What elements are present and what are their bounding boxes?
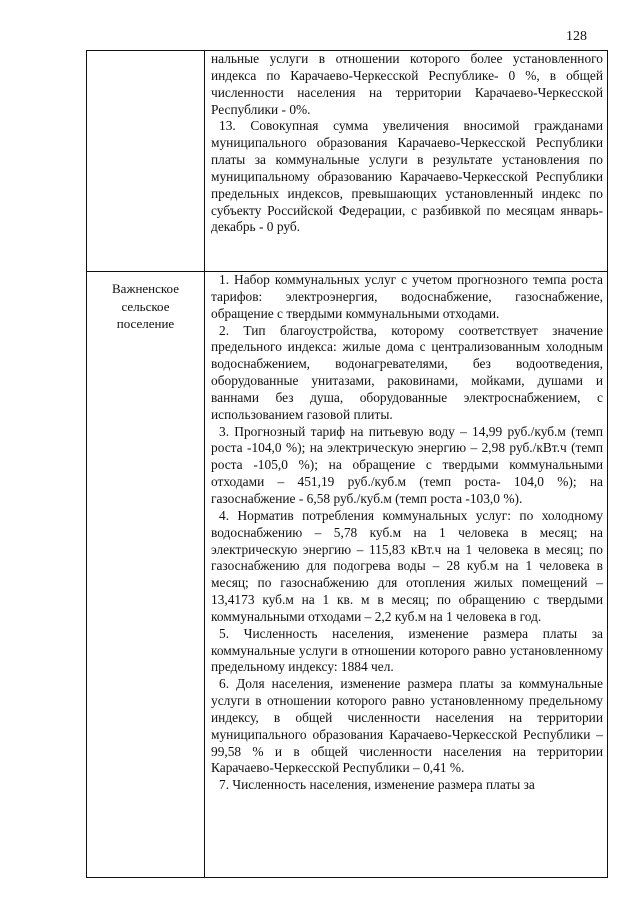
paragraph-item-5: 5. Численность населения, изменение размера платы за коммунальные услуги в отношении которого равно установленному предельному индексу: 1884 чел. — [211, 625, 603, 675]
row1-left-cell — [87, 51, 205, 272]
table-row — [87, 51, 608, 272]
settlement-name-line: Важненское — [112, 281, 179, 296]
paragraph-continuation: нальные услуги в отношении которого более установленного индекса по Карачаево-Черкесской Республике- 0 %, в общей численности населения на территории Карачаево-Черкесской Республики - 0%. — [211, 51, 603, 117]
paragraph-item-1: 1. Набор коммунальных услуг с учетом прогнозного темпа роста тарифов: электроэнергия, водоснабжение, газоснабжение, обращение с твердыми коммунальными отходами. — [211, 272, 603, 321]
paragraph-item-13: 13. Совокупная сумма увеличения вносимой гражданами муниципального образования Карачаево-Черкесской Республики платы за коммунальные услуги в результате установления по муниципальному образованию Карачаево-Черкесской Республики предельных индексов, превышающих установленный индекс по субъекту Российской Федерации, с разбивкой по месяцам январь-декабрь - 0 руб. — [211, 118, 603, 235]
paragraph-item-3: 3. Прогнозный тариф на питьевую воду – 14,99 руб./куб.м (темп роста -104,0 %); на электрическую энергию – 2,98 руб./кВт.ч (темп роста -105,0 %); на обращение с твердыми коммунальными отходами – 451,19 руб./куб.м (темп роста- 104,0 %); на газоснабжение - 6,58 руб./куб.м (темп роста -103,0 %). — [211, 423, 603, 506]
settlement-name-line: сельское — [121, 298, 170, 314]
row2-right-cell — [205, 272, 608, 878]
row1-right-cell — [205, 51, 608, 272]
paragraph-item-4: 4. Норматив потребления коммунальных услуг: по холодному водоснабжению – 5,78 куб.м на 1 человека в месяц; на электрическую энергию – 115,83 кВт.ч на 1 человека в месяц; по газоснабжению для подогрева воды – 28 куб.м на 1 человека в месяц; по газоснабжению для отопления жилых помещений – 13,4173 куб.м на 1 кв. м в месяц; по обращению с твердыми коммунальными отходами – 2,2 куб.м на 1 человека в год. — [211, 507, 603, 624]
settlement-name-line: поселение — [116, 316, 175, 331]
paragraph-item-6: 6. Доля населения, изменение размера платы за коммунальные услуги в отношении которого равно установленному предельному индексу, в общей численности населения на территории муниципального образования Карачаево-Черкесской Республики – 99,58 % и в общей численности населения на территории Карачаево-Черкесской Республики – 0,41 %. — [211, 676, 603, 776]
page-number: 128 — [566, 29, 587, 44]
paragraph-item-7: 7. Численность населения, изменение размера платы за — [219, 777, 535, 793]
paragraph-item-2: 2. Тип благоустройства, которому соответствует значение предельного индекса: жилые дома с централизованным холодным водоснабжением, водонагревателями, без водоотведения, оборудованные унитазами, раковинами, мойками, душами и ваннами без душа, оборудованные электроснабжением, с использованием газовой плиты. — [211, 322, 603, 422]
document-table — [86, 50, 608, 878]
row2-left-cell — [87, 272, 205, 878]
table-row — [87, 272, 608, 878]
